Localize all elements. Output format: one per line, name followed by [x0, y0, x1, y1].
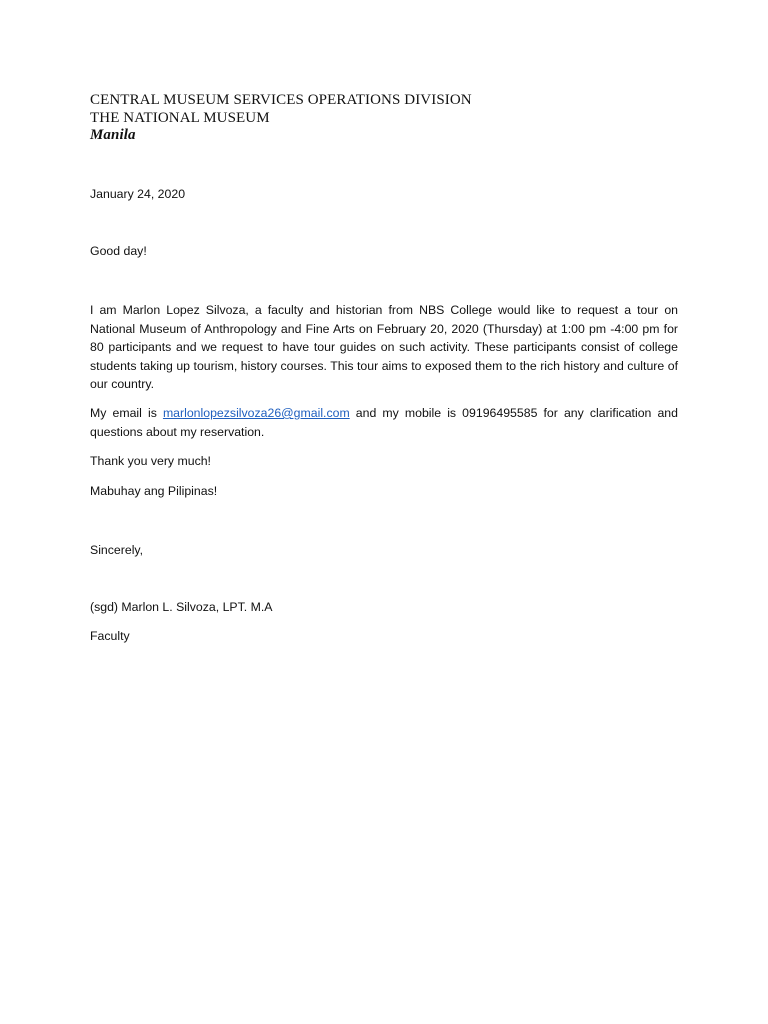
mabuhay-line: Mabuhay ang Pilipinas! [90, 484, 218, 498]
letter-date: January 24, 2020 [90, 187, 186, 201]
contact-paragraph [90, 404, 678, 441]
addressee-museum: THE NATIONAL MUSEUM [90, 109, 270, 126]
request-paragraph: I am Marlon Lopez Silvoza, a faculty and historian from NBS College would like to request a tour on National Museum of Anthropology and Fine Arts on February 20, 2020 (Thursday) at 1:00 pm -4:00 pm for 80 participants and we request to have tour guides on such activity. These participants consist of college students taking up tourism, history courses. This tour aims to exposed them to the rich history and culture of our country. [90, 303, 678, 392]
signatory-title: Faculty [90, 629, 130, 643]
addressee-division: CENTRAL MUSEUM SERVICES OPERATIONS DIVISION [90, 92, 472, 108]
signature: (sgd) Marlon L. Silvoza, LPT. M.A [90, 600, 273, 614]
contact-text-after: and my mobile is 09196495585 for any clarification and questions about my reservation. [90, 406, 678, 439]
closing: Sincerely, [90, 543, 144, 557]
greeting: Good day! [90, 244, 147, 258]
addressee-block [90, 92, 472, 145]
contact-text-before: My email is [90, 406, 163, 420]
email-link[interactable]: marlonlopezsilvoza26@gmail.com [162, 406, 350, 420]
addressee-city: Manila [90, 127, 136, 143]
thanks-line: Thank you very much! [90, 454, 211, 468]
